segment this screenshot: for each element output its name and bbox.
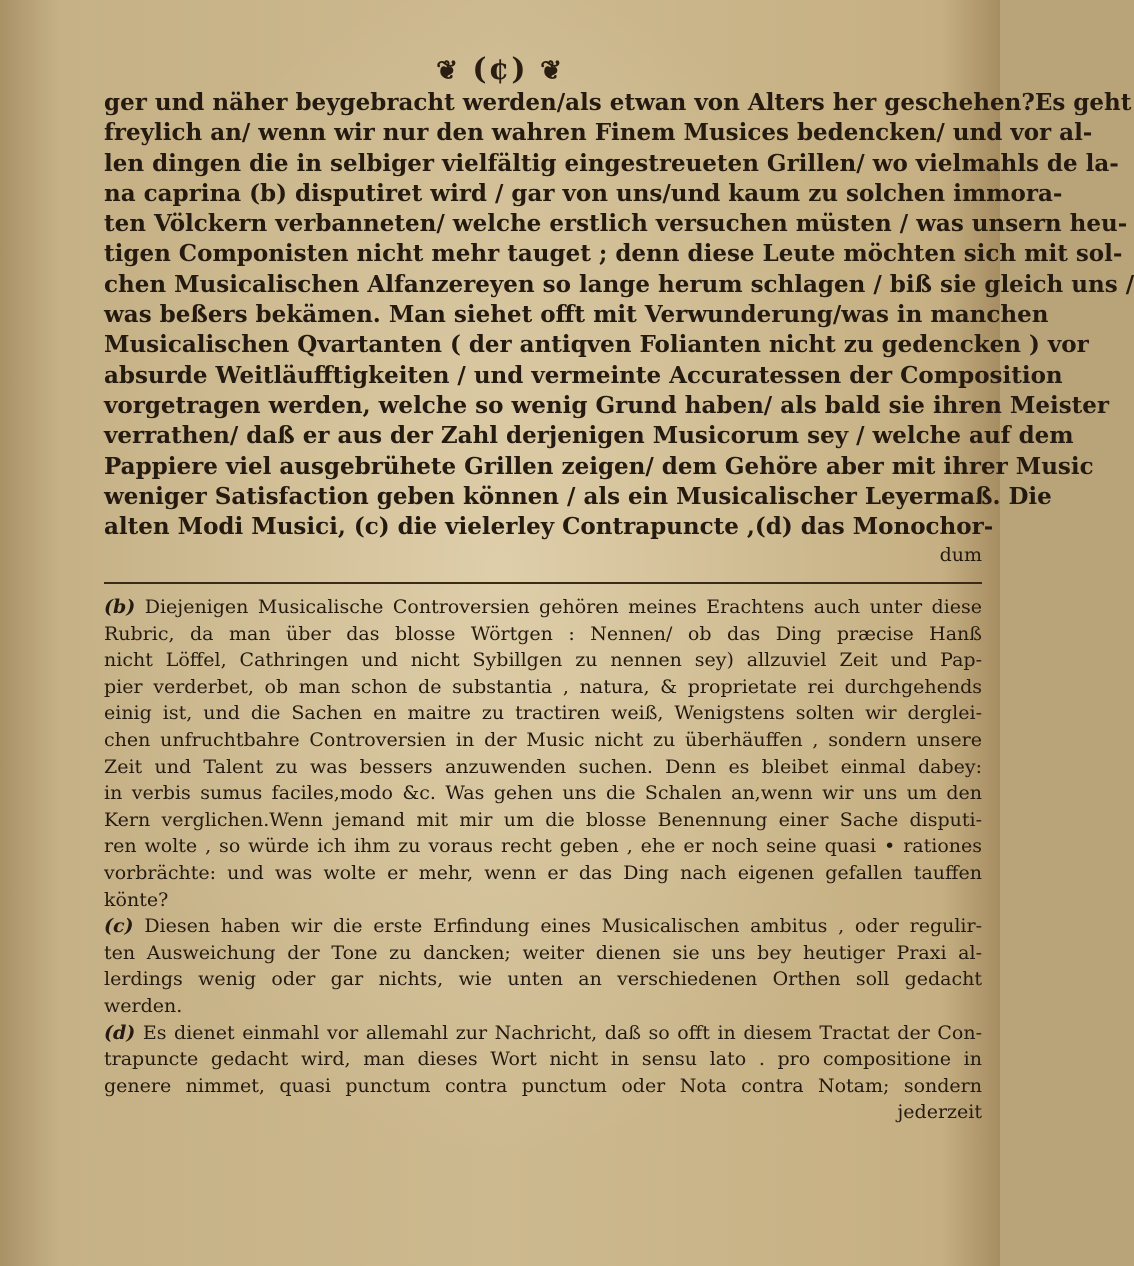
text-line: was beßers bekämen. Man siehet offt mit Verwunderung/was in manchen [104,301,1049,329]
footnote-c-line [104,913,982,940]
footnote-d-line: genere nimmet, quasi punctum contra punctum oder Nota contra Notam; sondern [104,1074,982,1097]
catchword: dum [939,544,982,567]
footnote-b-line: Zeit und Talent zu was bessers anzuwenden suchen. Denn es bleibet einmal dabey: [104,755,982,778]
main-text [104,88,1134,568]
text-line: ten Völckern verbanneten/ welche erstlich versuchen müsten / was unsern heu- [104,210,1128,238]
footnote-catchword: jederzeit [897,1101,982,1124]
footnote-c-line: ten Ausweichung der Tone zu dancken; weiter dienen sie uns bey heutiger Praxi al- [104,941,982,964]
footnote-b-line: könte? [104,888,169,911]
right-ornament-icon: ❦ [540,56,564,86]
footnote-divider [104,582,982,584]
footnote-marker: (d) [104,1021,136,1044]
footnote-b-line: nicht Löffel, Cathringen und nicht Sybillgen zu nennen sey) allzuviel Zeit und Pap- [104,649,982,672]
text-line: len dingen die in selbiger vielfältig eingestreueten Grillen/ wo vielmahls de la- [104,149,1119,177]
footnote-marker: (b) [104,596,136,618]
footnote-c-line: werden. [104,994,183,1017]
footnote-b-line: in verbis sumus faciles,modo &c. Was gehen uns die Schalen an,wenn wir uns um den [104,782,982,805]
text-line: absurde Weitläufftigkeiten / und vermeinte Accuratessen der Composition [104,361,1063,389]
footnote-text: Es dienet einmahl vor allemahl zur Nachricht, daß so offt in diesem Tractat der Con- [142,1021,982,1044]
footnote-text: Diesen haben wir die erste Erfindung eines Musicalischen ambitus , oder regulir- [144,915,983,938]
text-line: alten Modi Musici, (c) die vielerley Contrapuncte ,(d) das Monochor- [104,513,994,541]
footnote-b-line: einig ist, und die Sachen en maitre zu tractiren weiß, Wenigstens solten wir derglei- [104,702,982,725]
footnote-d-line [104,1020,982,1047]
left-ornament-icon: ❦ [436,56,460,86]
text-line: Pappiere viel ausgebrühete Grillen zeigen/ dem Gehöre aber mit ihrer Music [104,452,1094,480]
text-line: vorgetragen werden, welche so wenig Grund haben/ als bald sie ihren Meister [104,391,1110,419]
text-line: verrathen/ daß er aus der Zahl derjenigen Musicorum sey / welche auf dem [104,422,1074,450]
footnote-b-line: chen unfruchtbahre Controversien in der Music nicht zu überhäuffen , sondern unsere [104,728,982,751]
footnote-b-line: pier verderbet, ob man schon de substantia , natura, & proprietate rei durchgehends [104,675,982,698]
text-line: na caprina (b) disputiret wird / gar von uns/und kaum zu solchen immora- [104,179,1063,207]
text-line: freylich an/ wenn wir nur den wahren Finem Musices bedencken/ und vor al- [104,119,1093,147]
text-line: Musicalischen Qvartanten ( der antiqven Folianten nicht zu gedencken ) vor [104,331,1089,359]
page-header [0,52,1000,87]
text-line: ger und näher beygebracht werden/als etwan von Alters her geschehen?Es geht [104,89,1132,116]
footnote-text: Diejenigen Musicalische Controversien gehören meines Erachtens auch unter diese [144,596,983,618]
footnote-c-line: lerdings wenig oder gar nichts, wie unten an verschiedenen Orthen soll gedacht [104,968,982,991]
footnote-d-line: trapuncte gedacht wird, man dieses Wort nicht in sensu lato . pro compositione in [104,1048,982,1071]
page-marker: (¢) [472,52,528,87]
footnotes [104,594,982,1126]
footnote-b-line: Kern verglichen.Wenn jemand mit mir um die blosse Benennung einer Sache disputi- [104,808,982,831]
footnote-marker: (c) [104,915,134,938]
footnote-b-line: Rubric, da man über das blosse Wörtgen : Nennen/ ob das Ding præcise Hanß [104,622,982,645]
text-line: chen Musicalischen Alfanzereyen so lange herum schlagen / biß sie gleich uns / [104,270,1134,298]
footnote-b-line [104,594,982,621]
text-line: weniger Satisfaction geben können / als ein Musicalischer Leyermaß. Die [104,482,1052,510]
footnote-b-line: vorbrächte: und was wolte er mehr, wenn er das Ding nach eigenen gefallen tauffen [104,861,982,884]
footnote-b-line: ren wolte , so würde ich ihm zu voraus recht geben , ehe er noch seine quasi • rationes [104,835,982,858]
text-line: tigen Componisten nicht mehr tauget ; denn diese Leute möchten sich mit sol- [104,240,1123,268]
